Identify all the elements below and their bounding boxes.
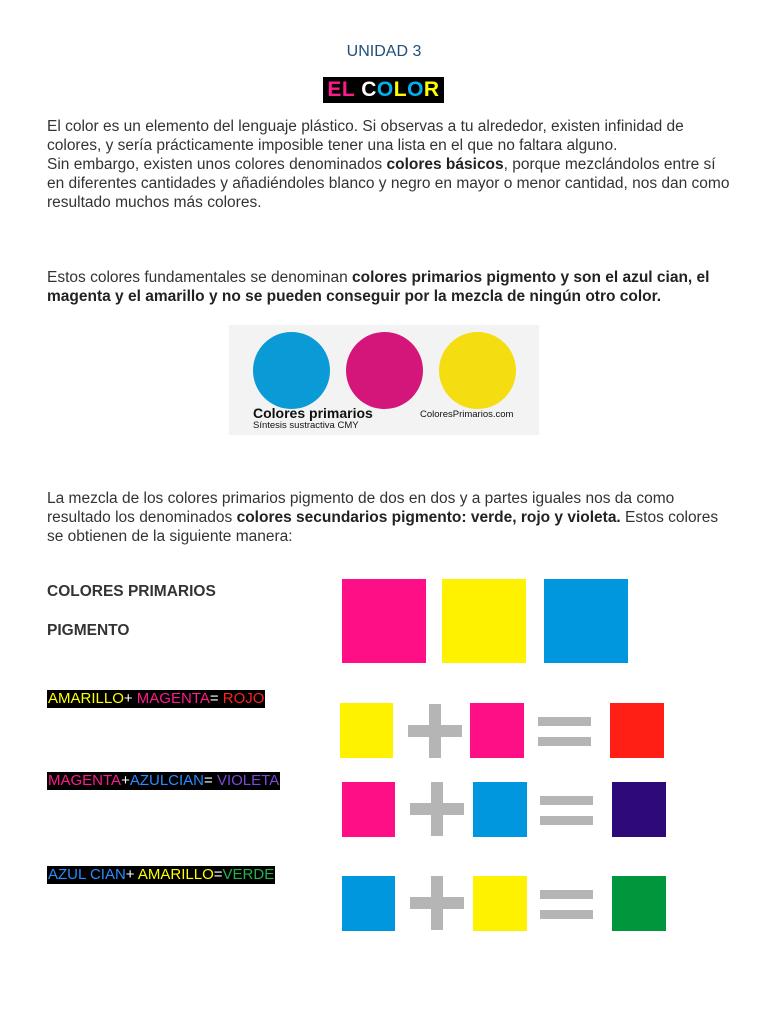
cyan-square (473, 782, 527, 837)
magenta-square (470, 703, 524, 758)
equals-icon (540, 910, 593, 919)
intro-paragraph (47, 117, 737, 212)
equals-icon (540, 796, 593, 805)
mix-part: VIOLETA (216, 772, 280, 789)
yellow-square (442, 579, 526, 663)
mix-label-red (47, 690, 265, 708)
yellow-circle (439, 332, 516, 409)
figure-subtitle: Síntesis sustractiva CMY (253, 420, 359, 431)
plus-icon (431, 876, 443, 930)
mix-part: ROJO (222, 690, 265, 707)
primary-text-b: colores primarios pigmento y son el azul cian, el magenta y el amarillo y no se pueden conseguir por la mezcla de ningún otro color. (47, 269, 710, 305)
equals-icon (538, 717, 591, 726)
mix-label-violet (47, 772, 280, 790)
intro-text-2c: , porque mezclándolos entre sí en diferentes cantidades y añadiéndoles blanco y negro en mayor o menor cantidad, nos dan como resultado muchos más colores. (47, 156, 730, 211)
intro-text-2 (47, 155, 737, 212)
mix-part: = (204, 772, 217, 789)
cyan-square (544, 579, 628, 663)
mix-part: = (209, 690, 223, 707)
title-part: EL (327, 78, 355, 101)
mix-part: AZULCIAN (129, 772, 205, 789)
page-title (323, 77, 444, 103)
mix-part: AZUL CIAN (48, 866, 126, 883)
primary-label-line1: COLORES PRIMARIOS (47, 583, 216, 600)
intro-text-2a: Sin embargo, existen unos colores denominados (47, 156, 387, 173)
mix-part: + (121, 772, 130, 789)
equals-icon (540, 816, 593, 825)
mix-part: AMARILLO (137, 866, 214, 883)
green-square (612, 876, 666, 931)
mix-label-green (47, 866, 275, 884)
red-square (610, 703, 664, 758)
primary-colors-figure (229, 325, 539, 435)
mix-part: AMARILLO (48, 690, 124, 707)
intro-text-1: El color es un elemento del lenguaje plástico. Si observas a tu alrededor, existen infinidad de colores, y sería prácticamente imposible tener una lista en el que no faltara alguno. (47, 118, 684, 154)
title-part: R (423, 78, 440, 101)
mix-part: MAGENTA (136, 690, 210, 707)
figure-title: Colores primarios (253, 405, 373, 421)
title-part: C (361, 78, 377, 101)
mix-part: VERDE (222, 866, 275, 883)
equals-icon (540, 890, 593, 899)
intro-text-2b: colores básicos (386, 156, 504, 173)
magenta-square (342, 579, 426, 663)
mix-part: + (123, 690, 137, 707)
mix-part: MAGENTA (48, 772, 122, 789)
secondary-paragraph (47, 489, 737, 546)
title-part: L (393, 78, 408, 101)
cyan-square (342, 876, 395, 931)
equals-icon (538, 737, 591, 746)
magenta-square (342, 782, 395, 837)
cyan-circle (253, 332, 330, 409)
figure-site: ColoresPrimarios.com (420, 409, 514, 420)
primary-paragraph (47, 268, 737, 306)
yellow-square (473, 876, 527, 931)
primary-text-a: Estos colores fundamentales se denominan (47, 269, 353, 286)
mix-part: + (125, 866, 138, 883)
mix-part: = (213, 866, 223, 883)
title-part: O (376, 78, 394, 101)
plus-icon (431, 782, 443, 836)
magenta-circle (346, 332, 423, 409)
title-part: O (407, 78, 424, 101)
secondary-text-b: colores secundarios pigmento: verde, rojo y violeta. (236, 509, 621, 526)
secondary-text-a: La mezcla de los colores primarios pigmento de dos en dos y a partes iguales nos da como resultado los denominados (47, 490, 675, 526)
plus-icon (429, 704, 441, 758)
unit-heading: UNIDAD 3 (346, 43, 422, 60)
secondary-text-c: Estos colores se obtienen de la siguiente manera: (47, 509, 719, 545)
yellow-square (340, 703, 393, 758)
violet-square (612, 782, 666, 837)
primary-label-line2: PIGMENTO (47, 622, 130, 639)
